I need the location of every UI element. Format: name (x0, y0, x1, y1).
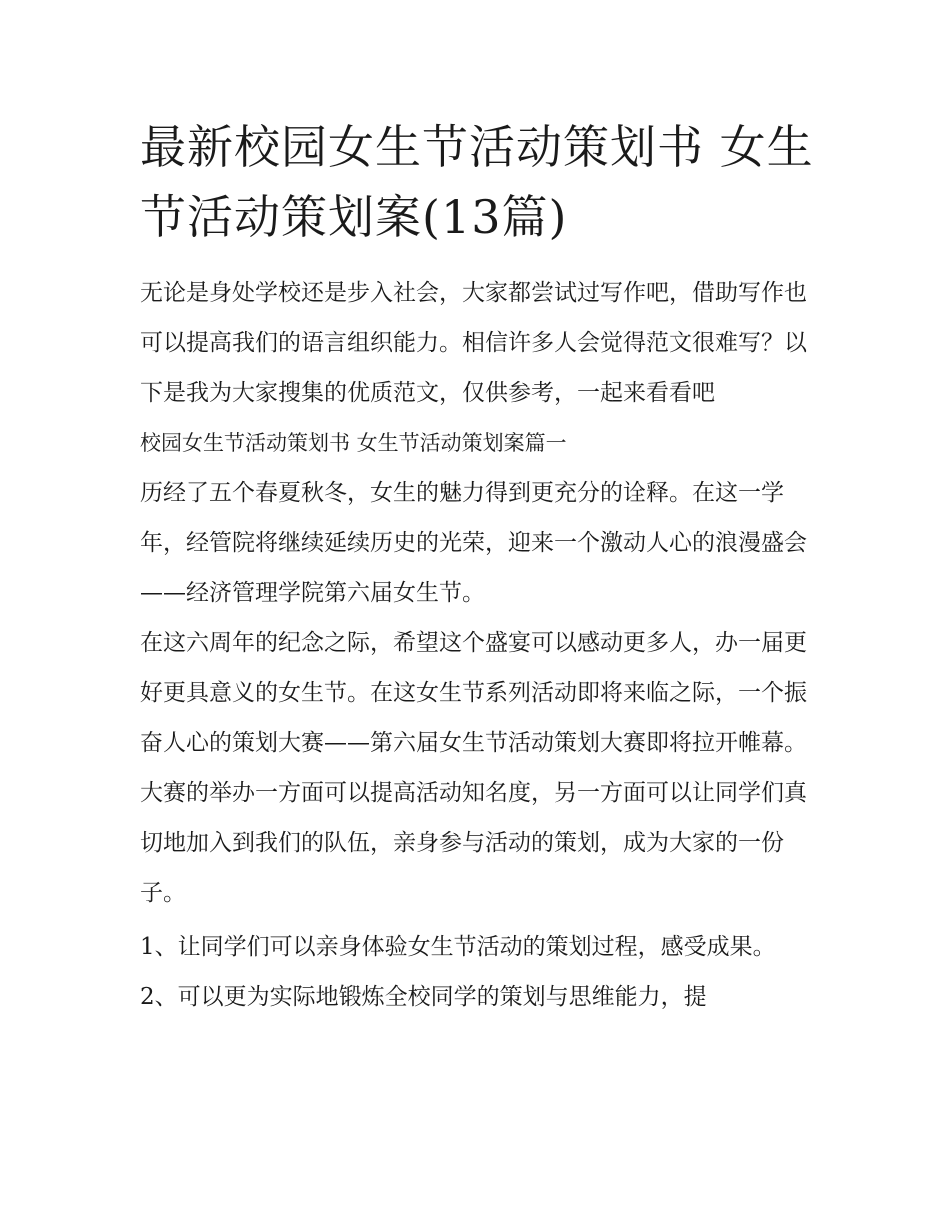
section-heading: 校园女生节活动策划书 女生节活动策划案篇一 (140, 431, 567, 455)
intro-paragraph: 无论是身处学校还是步入社会，大家都尝试过写作吧，借助写作也可以提高我们的语言组织能力。相信许多人会觉得范文很难写？以下是我为大家搜集的优质范文，仅供参考，一起来看看吧 (140, 280, 807, 406)
body-paragraph: 历经了五个春夏秋冬，女生的魅力得到更充分的诠释。在这一学年，经管院将继续延续历史的光荣，迎来一个激动人心的浪漫盛会——经济管理学院第六届女生节。 (140, 480, 807, 606)
body-paragraph: 1、让同学们可以亲身体验女生节活动的策划过程，感受成果。 2、可以更为实际地锻炼全校同学的策划与思维能力，提 (140, 934, 776, 1010)
body-paragraph: 在这六周年的纪念之际，希望这个盛宴可以感动更多人，办一届更好更具意义的女生节。在这女生节系列活动即将来临之际，一个振奋人心的策划大赛——第六届女生节活动策划大赛即将拉开帷幕。大赛的举办一方面可以提高活动知名度，另一方面可以让同学们真切地加入到我们的队伍，亲身参与活动的策划，成为大家的一份子。 (140, 630, 807, 906)
document-title: 最新校园女生节活动策划书 女生节活动策划案(13篇) (140, 120, 814, 244)
document-page (140, 112, 820, 1022)
